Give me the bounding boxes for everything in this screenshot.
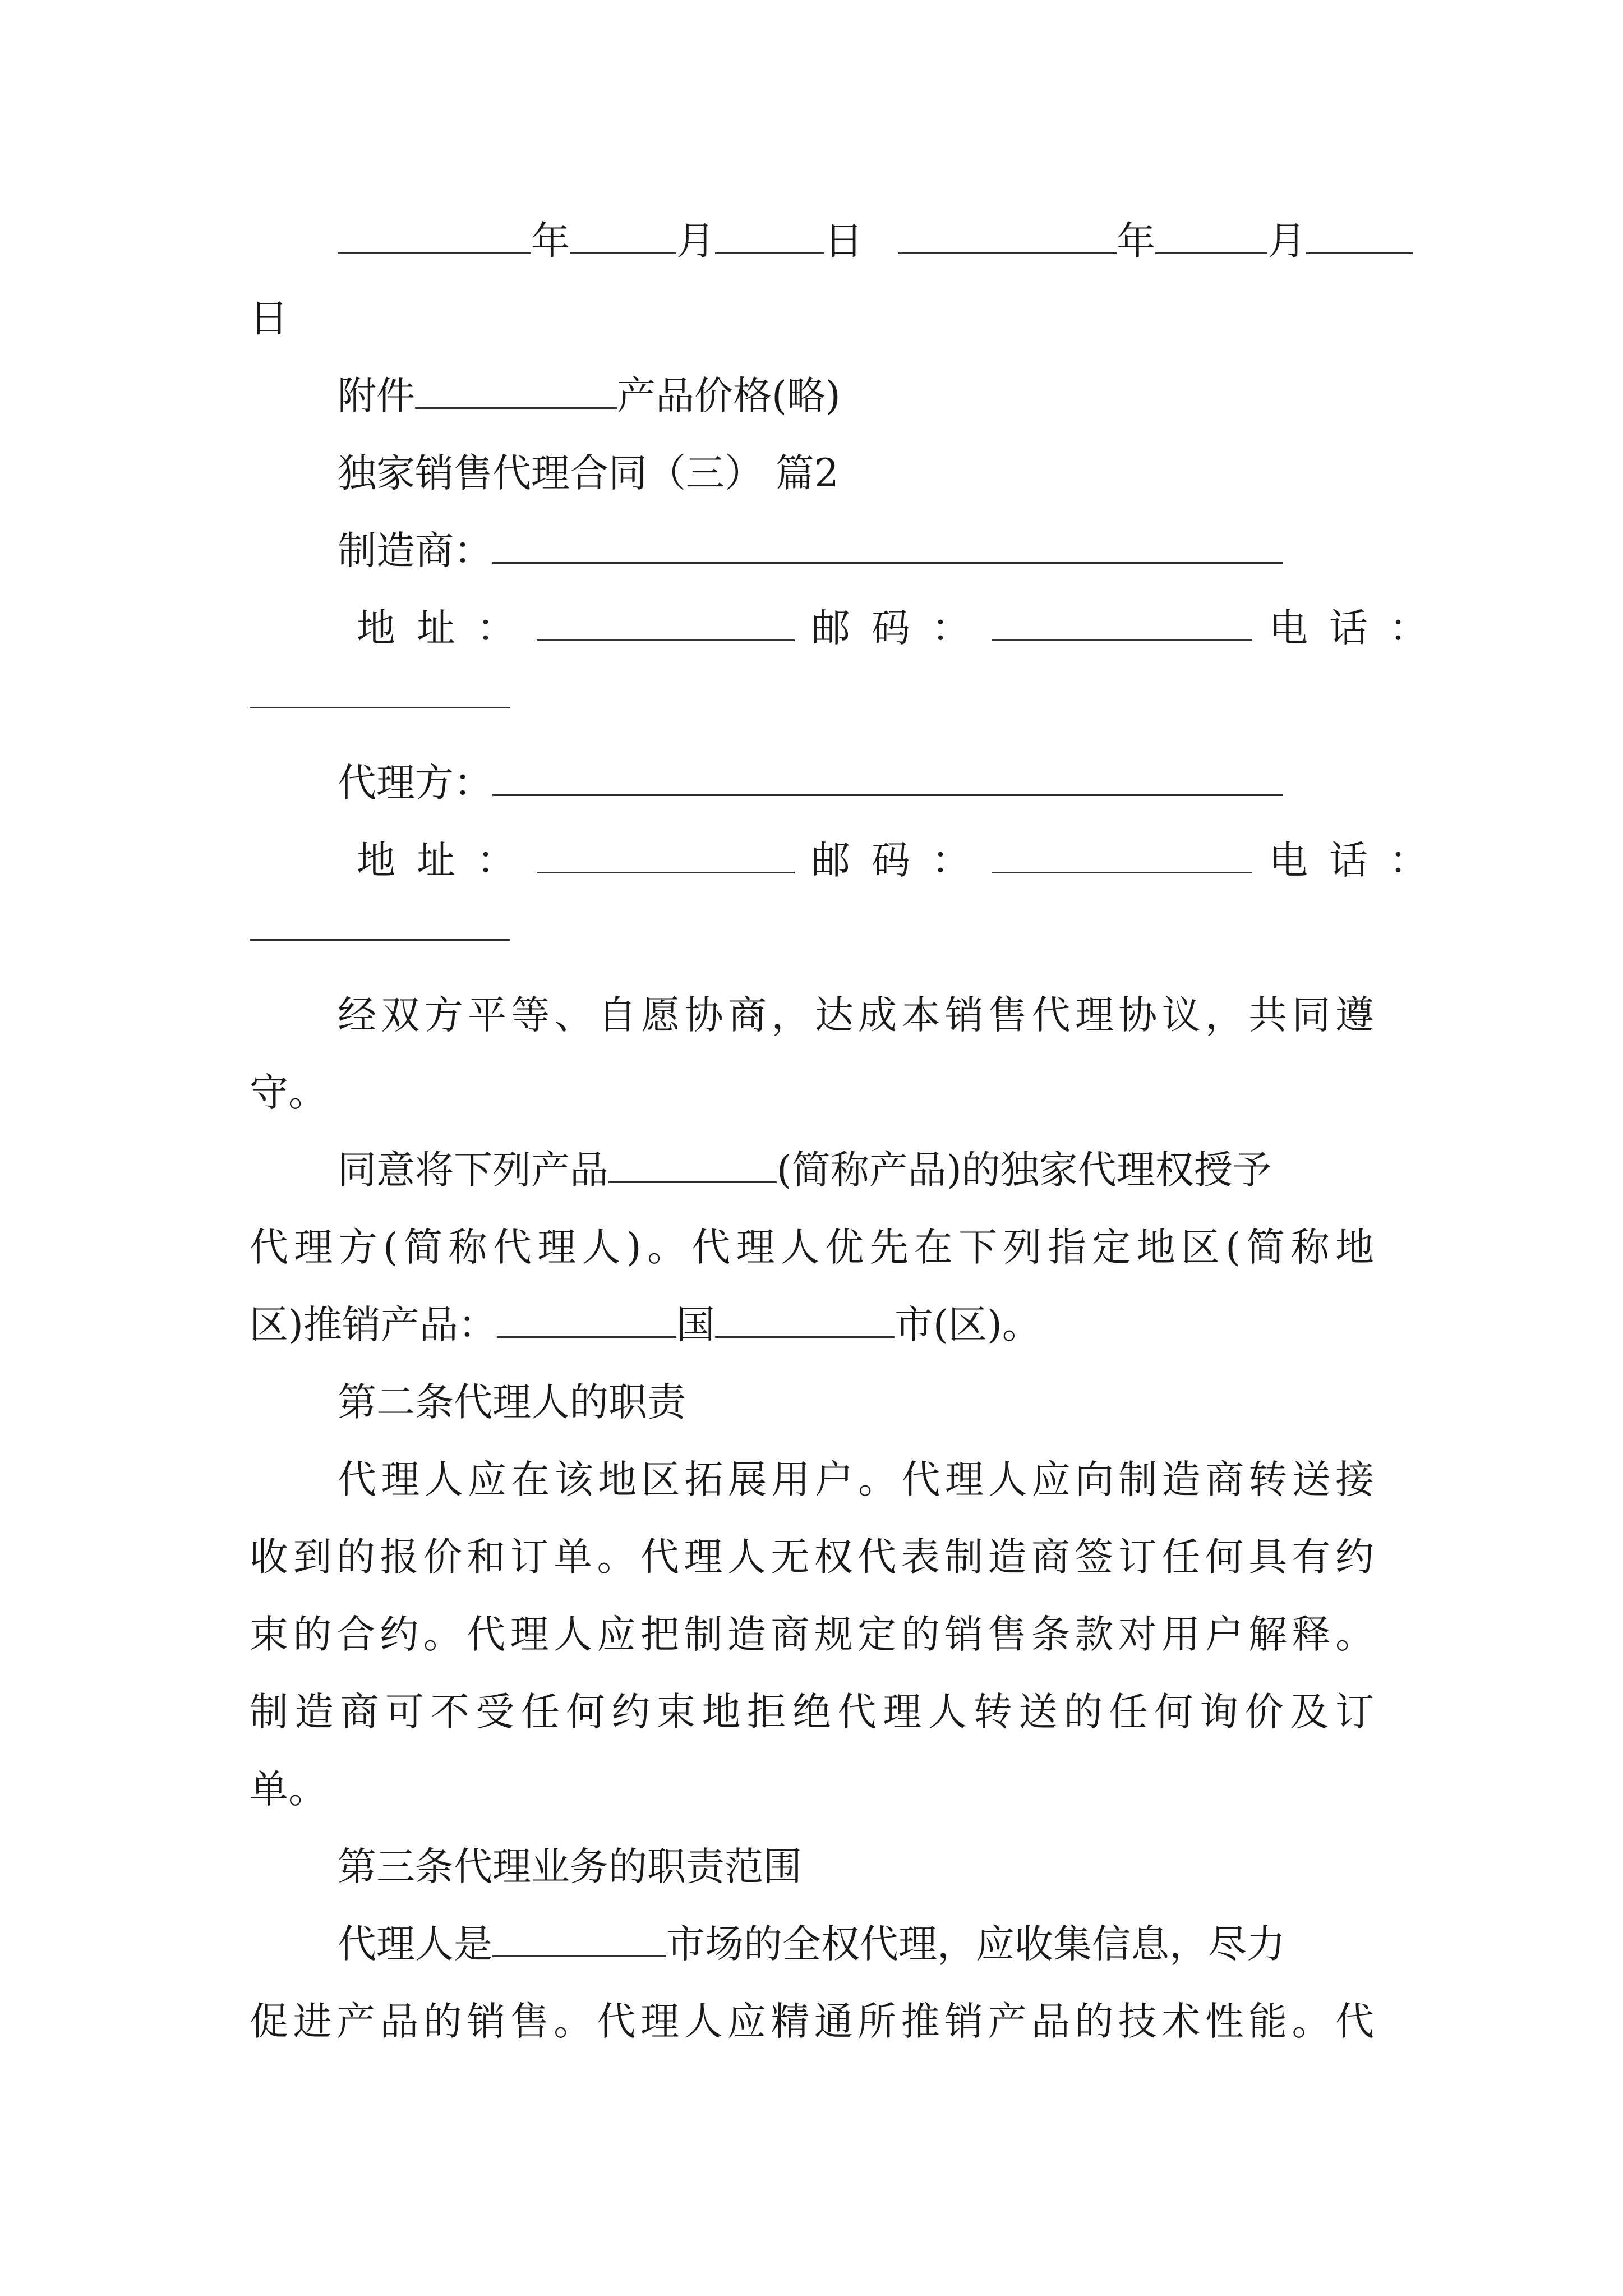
city-blank[interactable] xyxy=(715,1301,895,1338)
date-line-tail: 日 xyxy=(250,296,288,341)
agent-line xyxy=(338,755,1374,811)
agent-label: 代理方： xyxy=(338,761,492,806)
month-label-2: 月 xyxy=(1267,219,1306,264)
article-2-line-2: 收到的报价和订单。代理人无权代表制造商签订任何具有约 xyxy=(250,1535,1374,1580)
agent-contact-line xyxy=(357,832,1449,889)
article-2-title: 第二条代理人的职责 xyxy=(338,1380,686,1425)
article-3-line-1 xyxy=(338,1916,1374,1972)
day-label-1: 日 xyxy=(824,219,863,264)
article-3-title: 第三条代理业务的职责范围 xyxy=(338,1844,802,1889)
paragraph-1-line-1: 经双方平等、自愿协商，达成本销售代理协议，共同遵 xyxy=(338,993,1374,1038)
article-3-text-a: 代理人是 xyxy=(338,1922,492,1967)
manufacturer-postcode-blank[interactable] xyxy=(992,605,1252,641)
article-2-line-5: 单。 xyxy=(250,1767,327,1812)
paragraph-2-line-3 xyxy=(250,1297,1374,1353)
article-2-line-1: 代理人应在该地区拓展用户。代理人应向制造商转送接 xyxy=(338,1457,1374,1502)
attachment-suffix: 产品价格(略) xyxy=(617,374,841,418)
blank-day-1[interactable] xyxy=(715,218,824,254)
year-label-1: 年 xyxy=(531,219,570,264)
manufacturer-line xyxy=(338,523,1374,579)
attachment-prefix: 附件 xyxy=(338,374,415,418)
manufacturer-phone-label: 电话： xyxy=(1269,606,1449,651)
article-2-line-4: 制造商可不受任何约束地拒绝代理人转送的任何询价及订 xyxy=(250,1690,1374,1734)
agent-phone-line xyxy=(250,900,1374,956)
blank-month-1[interactable] xyxy=(570,218,676,254)
product-blank[interactable] xyxy=(608,1147,777,1183)
article-3-line-2: 促进产品的销售。代理人应精通所推销产品的技术性能。代 xyxy=(250,1999,1374,2044)
article-2-line-3: 束的合约。代理人应把制造商规定的销售条款对用户解释。 xyxy=(250,1612,1374,1657)
city-label: 市(区)。 xyxy=(894,1303,1041,1347)
month-label-1: 月 xyxy=(676,219,715,264)
section-title: 独家销售代理合同（三） 篇2 xyxy=(338,451,839,496)
country-label: 国 xyxy=(676,1303,715,1347)
blank-year-2[interactable] xyxy=(898,218,1117,254)
agent-postcode-blank[interactable] xyxy=(992,837,1252,873)
country-blank[interactable] xyxy=(497,1301,676,1338)
manufacturer-address-label: 地址： xyxy=(357,606,537,651)
market-blank[interactable] xyxy=(492,1921,666,1957)
agent-address-blank[interactable] xyxy=(537,837,795,873)
blank-year-1[interactable] xyxy=(338,218,531,254)
manufacturer-phone-blank[interactable] xyxy=(250,672,510,708)
paragraph-2-line-1 xyxy=(338,1142,1374,1198)
paragraph-1-line-2: 守。 xyxy=(250,1070,327,1115)
blank-month-2[interactable] xyxy=(1155,218,1267,254)
manufacturer-contact-line xyxy=(357,600,1449,656)
manufacturer-label: 制造商： xyxy=(338,528,492,573)
blank-day-2[interactable] xyxy=(1306,218,1413,254)
manufacturer-address-blank[interactable] xyxy=(537,605,795,641)
agent-postcode-label: 邮码： xyxy=(811,838,992,883)
paragraph-2-line-2: 代理方(简称代理人)。代理人优先在下列指定地区(简称地 xyxy=(250,1225,1374,1270)
agent-phone-blank[interactable] xyxy=(250,904,510,941)
attachment-blank[interactable] xyxy=(415,372,617,409)
attachment-line xyxy=(338,368,1374,424)
manufacturer-postcode-label: 邮码： xyxy=(811,606,992,651)
agent-phone-label: 电话： xyxy=(1269,838,1449,883)
agent-address-label: 地址： xyxy=(357,838,537,883)
year-label-2: 年 xyxy=(1116,219,1155,264)
paragraph-2-text-c: 区)推销产品： xyxy=(250,1303,497,1347)
article-3-text-b: 市场的全权代理，应收集信息，尽力 xyxy=(666,1922,1285,1967)
paragraph-2-text-b: (简称产品)的独家代理权授予 xyxy=(777,1148,1271,1193)
date-line xyxy=(338,213,1374,269)
paragraph-2-text-a: 同意将下列产品 xyxy=(338,1148,608,1193)
manufacturer-phone-line xyxy=(250,668,1374,724)
agent-blank[interactable] xyxy=(492,760,1283,796)
manufacturer-blank[interactable] xyxy=(492,527,1283,564)
